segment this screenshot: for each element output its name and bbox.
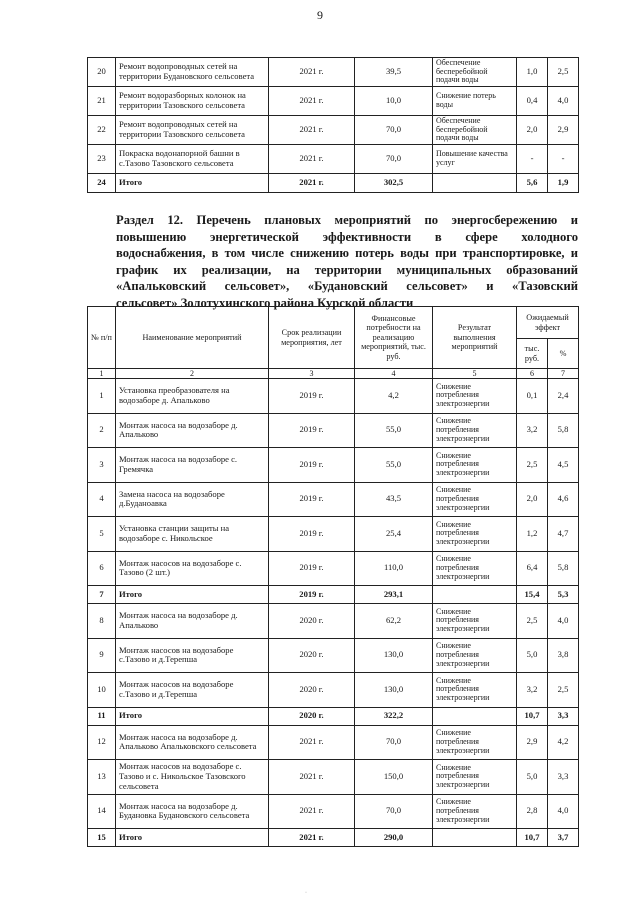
effect-rub: 2,5: [517, 604, 548, 639]
measure-name: Ремонт водопроводных сетей на территории Будановского сельсовета: [116, 58, 269, 87]
implementation-year: 2019 г.: [269, 517, 355, 552]
implementation-year: 2021 г.: [269, 829, 355, 847]
effect-rub: 1,2: [517, 517, 548, 552]
financing-amount: 150,0: [355, 760, 433, 795]
row-number: 9: [88, 638, 116, 673]
expected-result: Снижение потребления электроэнергии: [433, 517, 517, 552]
effect-percent: 3,7: [548, 829, 579, 847]
table-row: [88, 517, 579, 552]
expected-result: Снижение потребления электроэнергии: [433, 638, 517, 673]
measure-name: Монтаж насоса на водозаборе д. Апальково Апальковского сельсовета: [116, 725, 269, 760]
table-row: [88, 87, 579, 116]
row-number: 4: [88, 482, 116, 517]
column-index: 5: [433, 369, 517, 379]
implementation-year: 2019 г.: [269, 551, 355, 586]
column-index: 4: [355, 369, 433, 379]
header-row: [88, 307, 579, 339]
implementation-year: 2020 г.: [269, 673, 355, 708]
effect-rub: 10,7: [517, 707, 548, 725]
effect-percent: 4,0: [548, 604, 579, 639]
section-heading-line: график их реализации, на территории муниципальных образований: [116, 262, 578, 277]
effect-percent: 2,5: [548, 58, 579, 87]
table-row: [88, 145, 579, 174]
implementation-year: 2019 г.: [269, 586, 355, 604]
table-row: [88, 116, 579, 145]
expected-result: Снижение потребления электроэнергии: [433, 604, 517, 639]
implementation-year: 2020 г.: [269, 604, 355, 639]
financing-amount: 293,1: [355, 586, 433, 604]
effect-percent: 3,3: [548, 760, 579, 795]
expected-result: Снижение потребления электроэнергии: [433, 673, 517, 708]
measure-name: Монтаж насоса на водозаборе д. Апальково: [116, 413, 269, 448]
row-number: 24: [88, 174, 116, 193]
total-row: [88, 174, 579, 193]
section-heading-line: водоснабжения, в том числе снижению потерь воды при транспортировке, и: [116, 246, 578, 261]
row-number: 22: [88, 116, 116, 145]
table-row: [88, 725, 579, 760]
financing-amount: 70,0: [355, 794, 433, 829]
header-effect-unit-percent: %: [548, 339, 579, 369]
implementation-year: 2019 г.: [269, 413, 355, 448]
row-number: 15: [88, 829, 116, 847]
implementation-year: 2019 г.: [269, 448, 355, 483]
header-cost: Финансовые потребности на реализацию мероприятий, тыс. руб.: [355, 307, 433, 369]
effect-percent: 4,0: [548, 87, 579, 116]
financing-amount: 70,0: [355, 725, 433, 760]
financing-amount: 130,0: [355, 673, 433, 708]
row-number: 8: [88, 604, 116, 639]
table-row: [88, 760, 579, 795]
effect-percent: 5,3: [548, 586, 579, 604]
row-number: 13: [88, 760, 116, 795]
effect-percent: 4,0: [548, 794, 579, 829]
column-index-row: [88, 369, 579, 379]
expected-result: Снижение потребления электроэнергии: [433, 725, 517, 760]
effect-rub: -: [517, 145, 548, 174]
table-row: [88, 638, 579, 673]
measure-name: Монтаж насосов на водозаборе с. Тазово (2 шт.): [116, 551, 269, 586]
section-heading-line: сельсовет» Золотухинского района Курской области: [116, 295, 414, 310]
effect-percent: 2,5: [548, 673, 579, 708]
measure-name: Монтаж насоса на водозаборе д. Будановка Будановского сельсовета: [116, 794, 269, 829]
expected-result: Снижение потребления электроэнергии: [433, 448, 517, 483]
effect-percent: -: [548, 145, 579, 174]
section-heading: [116, 212, 578, 312]
expected-result: Снижение потребления электроэнергии: [433, 794, 517, 829]
effect-percent: 5,8: [548, 551, 579, 586]
column-index: 7: [548, 369, 579, 379]
measure-name: Монтаж насоса на водозаборе д. Апальково: [116, 604, 269, 639]
top-table: [87, 57, 579, 193]
measure-name: Покраска водонапорной башни в с.Тазово Тазовского сельсовета: [116, 145, 269, 174]
implementation-year: 2021 г.: [269, 87, 355, 116]
table-row: [88, 379, 579, 414]
effect-rub: 2,5: [517, 448, 548, 483]
header-result: Результат выполнения мероприятий: [433, 307, 517, 369]
row-number: 10: [88, 673, 116, 708]
measure-name: Установка преобразователя на водозаборе д. Апальково: [116, 379, 269, 414]
expected-result: [433, 174, 517, 193]
measure-name: Монтаж насосов на водозаборе с.Тазово и д.Терепша: [116, 638, 269, 673]
effect-percent: 4,7: [548, 517, 579, 552]
main-table: [87, 306, 579, 847]
table-row: [88, 673, 579, 708]
table-row: [88, 482, 579, 517]
effect-percent: 2,4: [548, 379, 579, 414]
row-number: 11: [88, 707, 116, 725]
expected-result: Снижение потребления электроэнергии: [433, 379, 517, 414]
implementation-year: 2021 г.: [269, 174, 355, 193]
page-number: 9: [317, 8, 323, 22]
total-row: [88, 829, 579, 847]
column-index: 1: [88, 369, 116, 379]
column-index: 3: [269, 369, 355, 379]
effect-percent: 3,3: [548, 707, 579, 725]
effect-percent: 4,5: [548, 448, 579, 483]
measure-name: Монтаж насоса на водозаборе с. Гремячка: [116, 448, 269, 483]
row-number: 14: [88, 794, 116, 829]
implementation-year: 2021 г.: [269, 725, 355, 760]
financing-amount: 70,0: [355, 145, 433, 174]
measure-name: Ремонт водопроводных сетей на территории Тазовского сельсовета: [116, 116, 269, 145]
row-number: 21: [88, 87, 116, 116]
financing-amount: 25,4: [355, 517, 433, 552]
table-row: [88, 58, 579, 87]
implementation-year: 2021 г.: [269, 794, 355, 829]
expected-result: Обеспечение бесперебойной подачи воды: [433, 58, 517, 87]
implementation-year: 2021 г.: [269, 145, 355, 174]
effect-rub: 1,0: [517, 58, 548, 87]
expected-result: Снижение потребления электроэнергии: [433, 482, 517, 517]
expected-result: Снижение потерь воды: [433, 87, 517, 116]
measure-name: Замена насоса на водозаборе д.Буданоавка: [116, 482, 269, 517]
effect-rub: 0,4: [517, 87, 548, 116]
row-number: 1: [88, 379, 116, 414]
effect-rub: 2,8: [517, 794, 548, 829]
expected-result: [433, 829, 517, 847]
effect-rub: 0,1: [517, 379, 548, 414]
financing-amount: 130,0: [355, 638, 433, 673]
scan-mark: ·: [305, 890, 307, 896]
header-year: Срок реализации мероприятия, лет: [269, 307, 355, 369]
effect-percent: 4,6: [548, 482, 579, 517]
section-heading-line: Раздел 12. Перечень плановых мероприятий по энергосбережению и: [116, 213, 578, 227]
financing-amount: 55,0: [355, 448, 433, 483]
effect-rub: 5,6: [517, 174, 548, 193]
effect-percent: 2,9: [548, 116, 579, 145]
expected-result: [433, 586, 517, 604]
measure-name: Итого: [116, 586, 269, 604]
implementation-year: 2019 г.: [269, 482, 355, 517]
row-number: 5: [88, 517, 116, 552]
effect-rub: 10,7: [517, 829, 548, 847]
effect-rub: 2,0: [517, 482, 548, 517]
implementation-year: 2021 г.: [269, 58, 355, 87]
total-row: [88, 707, 579, 725]
financing-amount: 10,0: [355, 87, 433, 116]
row-number: 23: [88, 145, 116, 174]
section-heading-line: «Апальковский сельсовет», «Будановский сельсовет» и «Тазовский: [116, 279, 578, 294]
financing-amount: 302,5: [355, 174, 433, 193]
financing-amount: 55,0: [355, 413, 433, 448]
expected-result: Обеспечение бесперебойной подачи воды: [433, 116, 517, 145]
table-row: [88, 604, 579, 639]
effect-percent: 3,8: [548, 638, 579, 673]
row-number: 7: [88, 586, 116, 604]
measure-name: Ремонт водоразборных колонок на территории Тазовского сельсовета: [116, 87, 269, 116]
table-row: [88, 551, 579, 586]
total-row: [88, 586, 579, 604]
financing-amount: 4,2: [355, 379, 433, 414]
implementation-year: 2021 г.: [269, 760, 355, 795]
table-row: [88, 794, 579, 829]
effect-rub: 6,4: [517, 551, 548, 586]
implementation-year: 2020 г.: [269, 707, 355, 725]
financing-amount: 110,0: [355, 551, 433, 586]
effect-rub: 2,9: [517, 725, 548, 760]
expected-result: [433, 707, 517, 725]
header-number: № п/п: [88, 307, 116, 369]
financing-amount: 62,2: [355, 604, 433, 639]
financing-amount: 290,0: [355, 829, 433, 847]
effect-rub: 5,0: [517, 638, 548, 673]
effect-percent: 5,8: [548, 413, 579, 448]
measure-name: Монтаж насосов на водозаборе с. Тазово и с. Никольское Тазовского сельсовета: [116, 760, 269, 795]
effect-rub: 3,2: [517, 673, 548, 708]
measure-name: Итого: [116, 174, 269, 193]
measure-name: Монтаж насосов на водозаборе с.Тазово и д.Терепша: [116, 673, 269, 708]
column-index: 2: [116, 369, 269, 379]
measure-name: Установка станции защиты на водозаборе с. Никольское: [116, 517, 269, 552]
table-row: [88, 448, 579, 483]
expected-result: Снижение потребления электроэнергии: [433, 551, 517, 586]
effect-rub: 5,0: [517, 760, 548, 795]
effect-rub: 15,4: [517, 586, 548, 604]
section-heading-line: повышению энергетической эффективности в сфере холодного: [116, 229, 578, 244]
effect-rub: 2,0: [517, 116, 548, 145]
row-number: 3: [88, 448, 116, 483]
implementation-year: 2019 г.: [269, 379, 355, 414]
row-number: 6: [88, 551, 116, 586]
implementation-year: 2021 г.: [269, 116, 355, 145]
column-index: 6: [517, 369, 548, 379]
implementation-year: 2020 г.: [269, 638, 355, 673]
measure-name: Итого: [116, 707, 269, 725]
financing-amount: 39,5: [355, 58, 433, 87]
row-number: 2: [88, 413, 116, 448]
effect-percent: 4,2: [548, 725, 579, 760]
financing-amount: 43,5: [355, 482, 433, 517]
row-number: 12: [88, 725, 116, 760]
row-number: 20: [88, 58, 116, 87]
header-name: Наименование мероприятий: [116, 307, 269, 369]
effect-percent: 1,9: [548, 174, 579, 193]
header-effect-unit-rub: тыс. руб.: [517, 339, 548, 369]
measure-name: Итого: [116, 829, 269, 847]
financing-amount: 70,0: [355, 116, 433, 145]
expected-result: Повышение качества услуг: [433, 145, 517, 174]
expected-result: Снижение потребления электроэнергии: [433, 760, 517, 795]
table-row: [88, 413, 579, 448]
header-effect: Ожидаемый эффект: [517, 307, 579, 339]
effect-rub: 3,2: [517, 413, 548, 448]
financing-amount: 322,2: [355, 707, 433, 725]
expected-result: Снижение потребления электроэнергии: [433, 413, 517, 448]
